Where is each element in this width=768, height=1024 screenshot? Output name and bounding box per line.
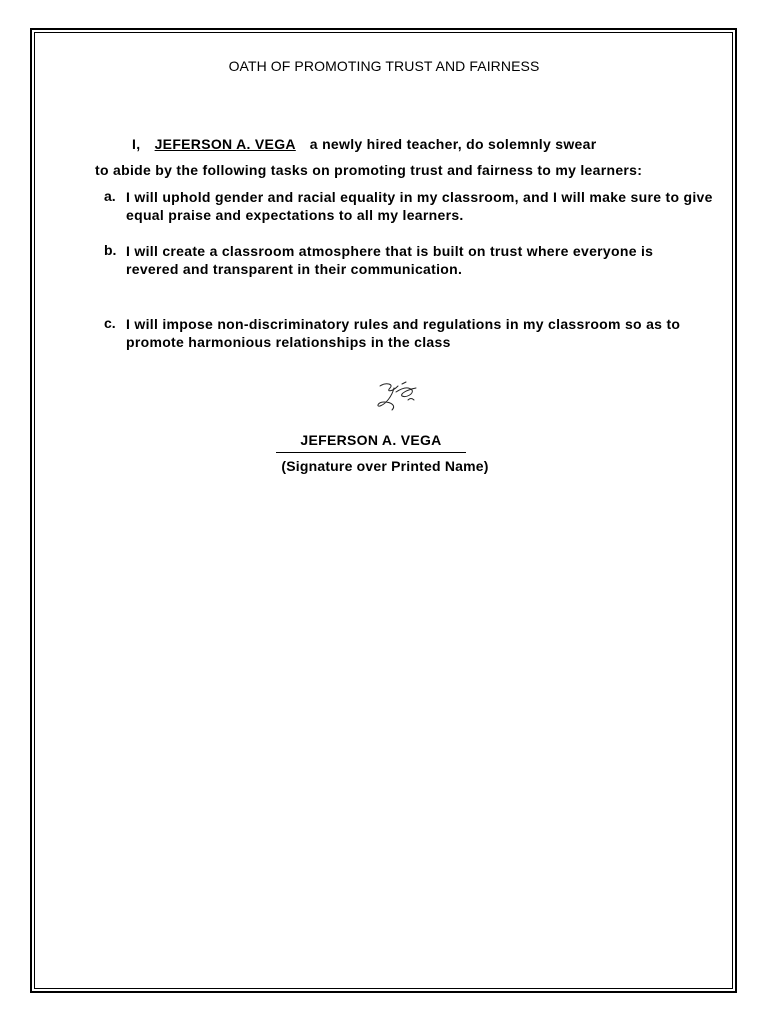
item-text-a: I will uphold gender and racial equality in my classroom, and I will make sure to give equal praise and expectations to all my learners. [126, 189, 713, 223]
oath-prefix: I, [132, 136, 141, 152]
item-marker-c: c. [104, 315, 116, 331]
teacher-name-field: JEFERSON A. VEGA [154, 136, 296, 152]
item-marker-a: a. [104, 188, 116, 204]
document-title: OATH OF PROMOTING TRUST AND FAIRNESS [228, 58, 540, 74]
oath-line-2: to abide by the following tasks on promoting trust and fairness to my learners: [95, 162, 643, 178]
item-text-b: I will create a classroom atmosphere that is built on trust where everyone is revered and transparent in their communication. [126, 243, 654, 277]
oath-line-1 [132, 136, 596, 152]
signature-line [276, 452, 466, 453]
printed-name: JEFERSON A. VEGA [300, 432, 442, 448]
item-marker-b: b. [104, 242, 117, 258]
oath-suffix: a newly hired teacher, do solemnly swear [309, 136, 597, 152]
handwritten-signature [372, 376, 422, 412]
item-text-c: I will impose non-discriminatory rules and regulations in my classroom so as to promote harmonious relationships in the class [126, 316, 681, 350]
signature-caption: (Signature over Printed Name) [281, 458, 489, 474]
